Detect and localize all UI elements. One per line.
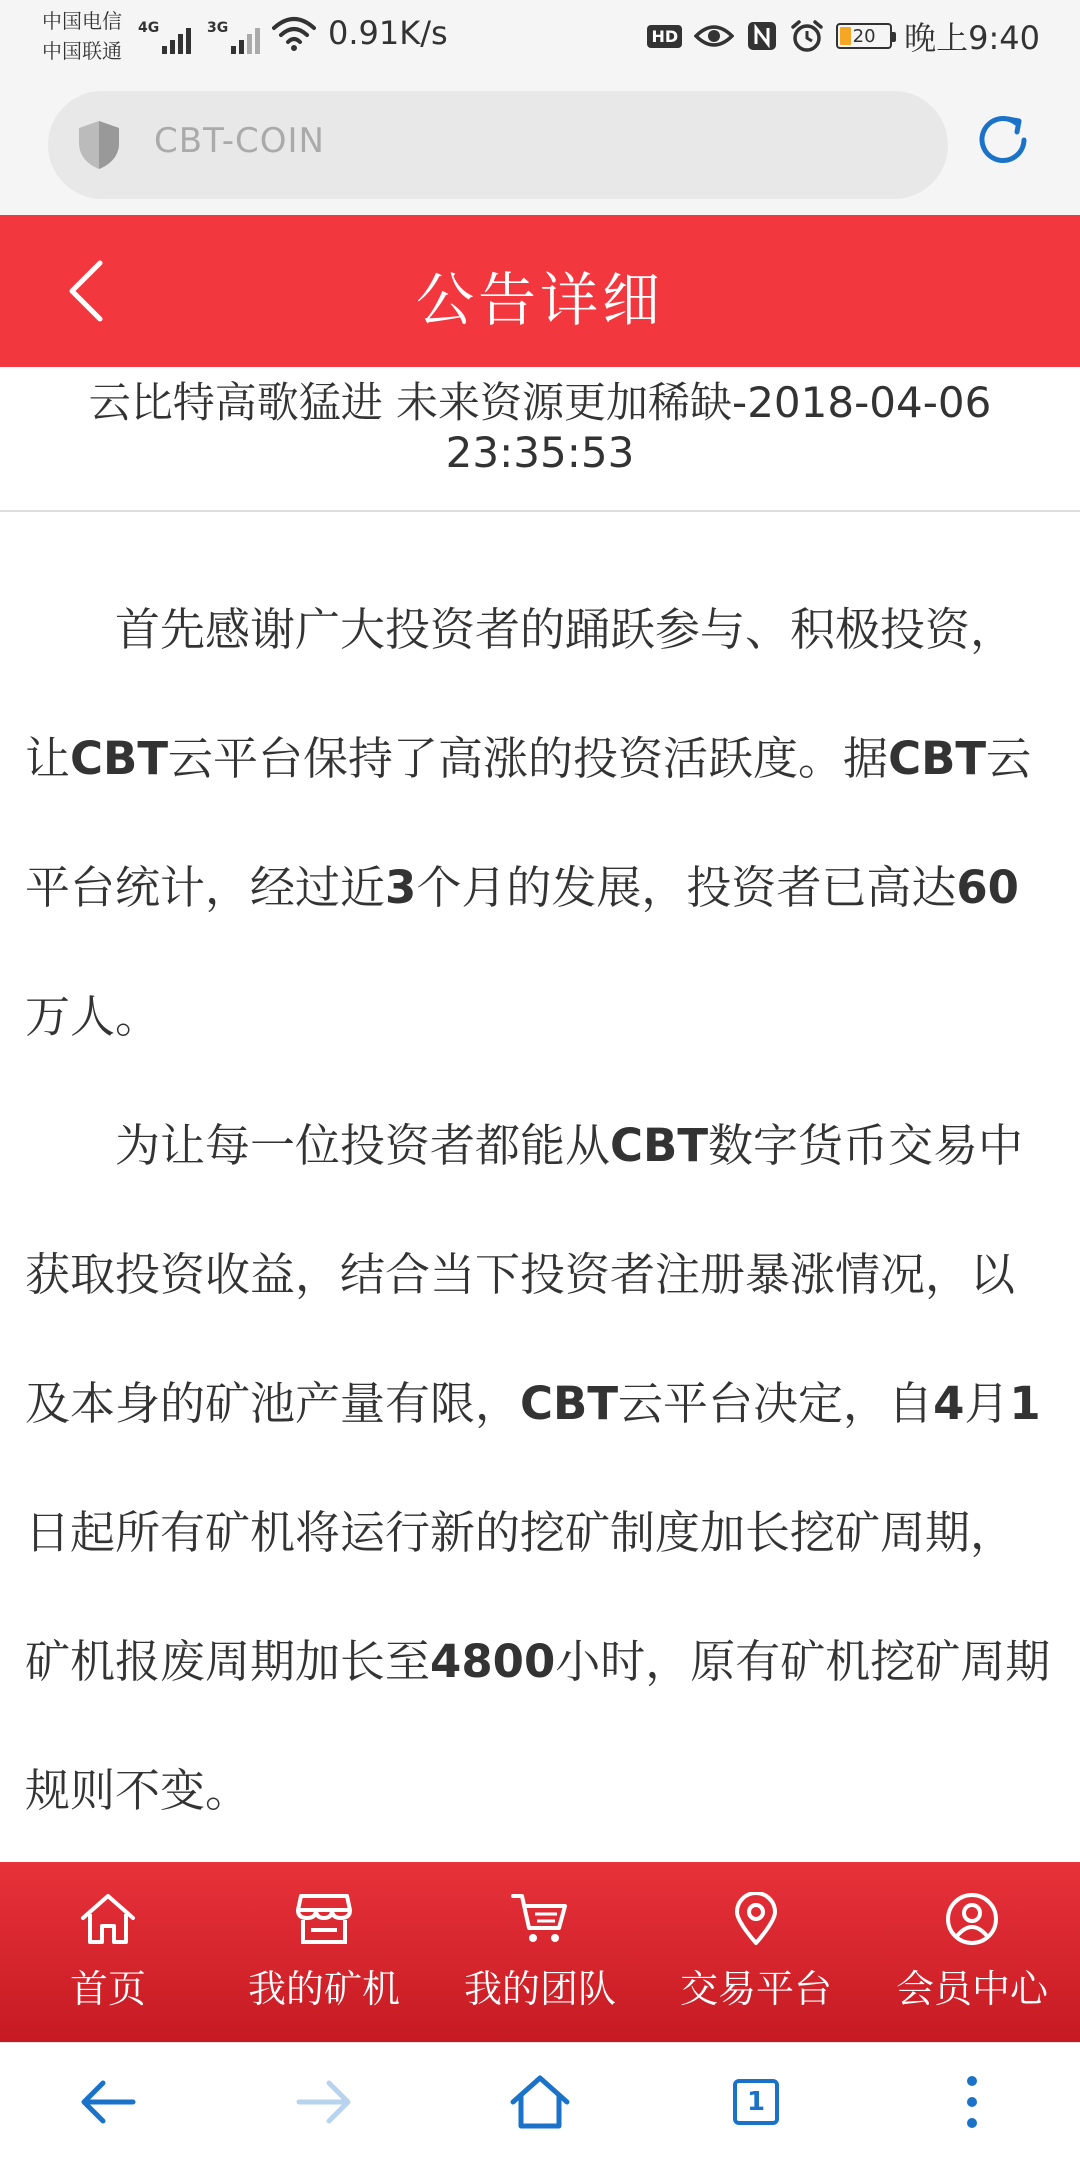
browser-back-button[interactable] (48, 2052, 168, 2152)
signal-1-icon (140, 20, 191, 54)
home-icon (79, 1892, 137, 1946)
signal-2-tag: 3G (207, 20, 229, 36)
eye-icon (694, 22, 734, 50)
hd-badge: HD (647, 25, 682, 48)
signal-group (140, 14, 260, 54)
browser-address-area (0, 75, 1080, 215)
arrow-right-icon (295, 2079, 353, 2125)
address-url-text: CBT-COIN (154, 121, 325, 161)
title-divider (0, 510, 1080, 512)
nav-item-member-center[interactable] (864, 1862, 1080, 2042)
address-bar[interactable] (48, 91, 948, 199)
signal-2-icon (209, 20, 260, 54)
shop-icon (295, 1892, 353, 1946)
home-outline-icon (509, 2074, 571, 2130)
wifi-icon (272, 16, 316, 52)
reload-icon[interactable] (974, 111, 1032, 169)
battery-icon (836, 23, 892, 49)
nav-label-my-team: 我的团队 (463, 1967, 616, 2011)
arrow-left-icon (79, 2079, 137, 2125)
battery-level: 20 (852, 25, 876, 47)
nav-item-home[interactable] (0, 1862, 216, 2042)
location-pin-icon (727, 1892, 785, 1946)
page-title: 公告详细 (415, 266, 664, 334)
nav-item-my-team[interactable] (432, 1862, 648, 2042)
alarm-icon (790, 19, 824, 53)
browser-home-button[interactable] (480, 2052, 600, 2152)
status-time: 晚上9:40 (904, 19, 1040, 57)
network-speed: 0.91K/s (328, 14, 448, 52)
carrier-2: 中国联通 (42, 39, 122, 63)
signal-1-tag: 4G (138, 20, 160, 36)
nav-label-trading-platform: 交易平台 (679, 1967, 832, 2011)
shield-icon (76, 119, 122, 171)
nfc-icon (746, 20, 778, 52)
browser-toolbar (0, 2042, 1080, 2161)
article-title: 云比特高歌猛进 未来资源更加稀缺-2018-04-06 23:35:53 (88, 378, 992, 477)
carrier-1: 中国电信 (42, 9, 122, 33)
cart-icon (511, 1892, 569, 1946)
carrier-names (42, 6, 122, 66)
page-header (0, 215, 1080, 367)
tab-count: 1 (733, 2079, 779, 2125)
status-bar (0, 0, 1080, 75)
nav-item-trading-platform[interactable] (648, 1862, 864, 2042)
browser-menu-button[interactable] (912, 2052, 1032, 2152)
more-vertical-icon (964, 2074, 980, 2130)
nav-item-my-miners[interactable] (216, 1862, 432, 2042)
browser-tabs-button[interactable] (696, 2052, 816, 2152)
browser-forward-button[interactable] (264, 2052, 384, 2152)
status-right-group (647, 14, 1040, 58)
nav-label-my-miners: 我的矿机 (247, 1967, 400, 2011)
user-icon (943, 1892, 1001, 1946)
nav-label-home: 首页 (69, 1967, 146, 2011)
article-body (25, 565, 1055, 1855)
article-paragraph-1: 首先感谢广大投资者的踊跃参与、积极投资，让CBT云平台保持了高涨的投资活跃度。据CBT云平台统计，经过近3个月的发展，投资者已高达60万人。 (25, 603, 1032, 1043)
article-paragraph-2: 为让每一位投资者都能从CBT数字货币交易中获取投资收益，结合当下投资者注册暴涨情况，以及本身的矿池产量有限，CBT云平台决定，自4月1日起所有矿机将运行新的挖矿制度加长挖矿周期，矿机报废周期加长至4800小时，原有矿机挖矿周期规则不变。 (25, 1119, 1051, 1817)
bottom-nav (0, 1862, 1080, 2042)
nav-label-member-center: 会员中心 (895, 1967, 1048, 2011)
